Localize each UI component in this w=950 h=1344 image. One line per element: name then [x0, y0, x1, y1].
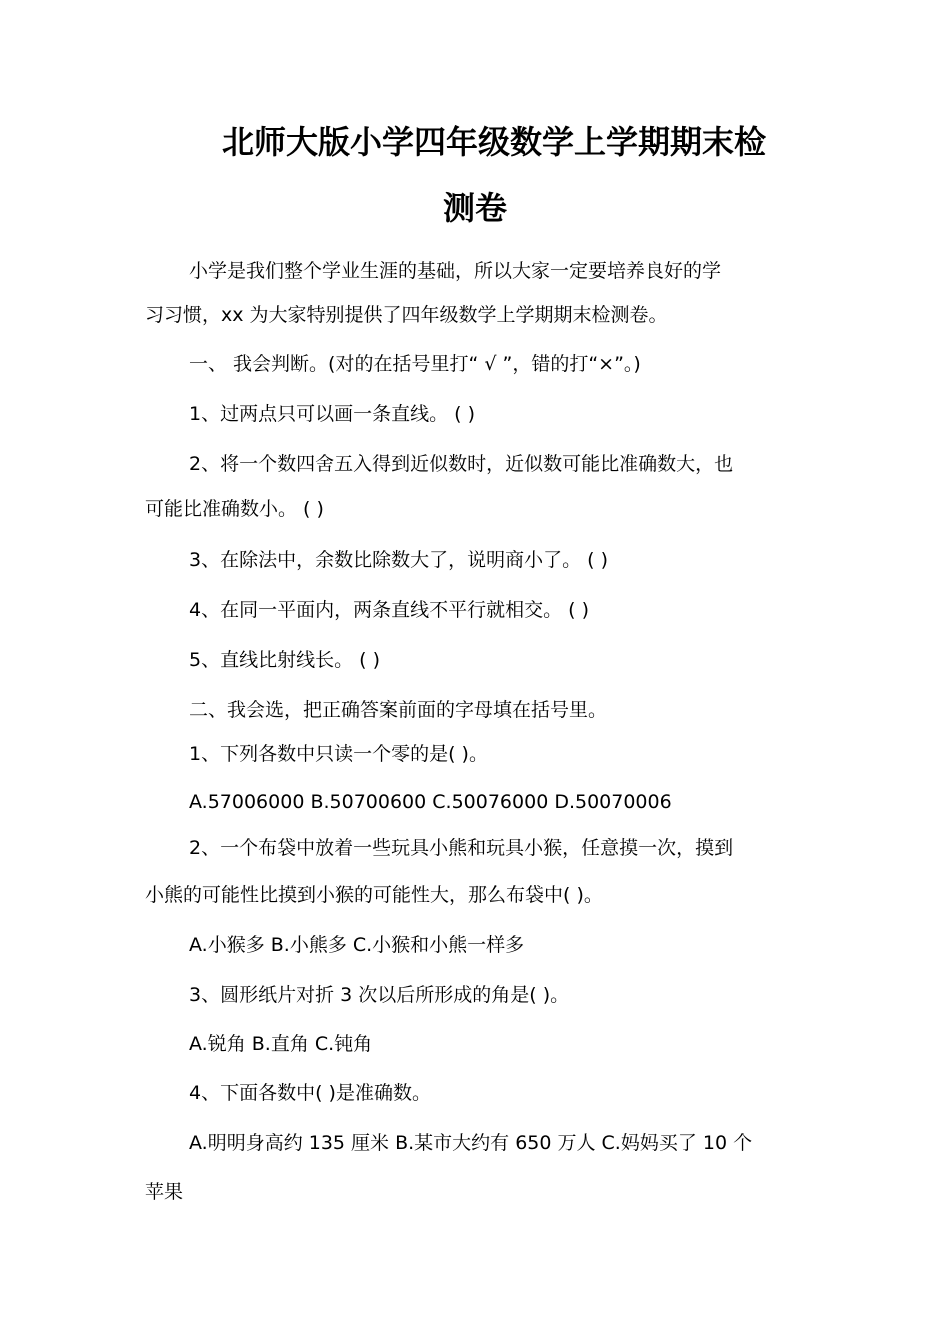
- section-heading-choose: 二、我会选，把正确答案前面的字母填在括号里。: [189, 699, 608, 721]
- judge-question-3: 3、在除法中，余数比除数大了，说明商小了。 ( ): [189, 549, 608, 571]
- intro-paragraph-line-1: 小学是我们整个学业生涯的基础，所以大家一定要培养良好的学: [189, 260, 722, 282]
- choose-question-3-options: A.锐角 B.直角 C.钝角: [189, 1033, 373, 1055]
- choose-question-4: 4、下面各数中( )是准确数。: [189, 1082, 431, 1104]
- choose-question-1-options: A.57006000 B.50700600 C.50076000 D.50070006: [189, 791, 672, 813]
- choose-question-1: 1、下列各数中只读一个零的是( )。: [189, 743, 488, 765]
- choose-question-3: 3、圆形纸片对折 3 次以后所形成的角是( )。: [189, 984, 570, 1006]
- choose-question-2-line-2: 小熊的可能性比摸到小猴的可能性大，那么布袋中( )。: [145, 884, 603, 906]
- intro-paragraph-line-2: 习习惯，xx 为大家特别提供了四年级数学上学期期末检测卷。: [145, 304, 668, 326]
- judge-question-1: 1、过两点只可以画一条直线。 ( ): [189, 403, 475, 425]
- choose-question-4-options-line-1: A.明明身高约 135 厘米 B.某市大约有 650 万人 C.妈妈买了 10 个: [189, 1132, 753, 1154]
- section-heading-judge: 一、 我会判断。(对的在括号里打“ √ ”，错的打“×”。): [189, 353, 641, 375]
- document-title-line-1: 北师大版小学四年级数学上学期期末检: [222, 123, 767, 161]
- judge-question-2-line-1: 2、将一个数四舍五入得到近似数时，近似数可能比准确数大，也: [189, 453, 734, 475]
- document-title-line-2: 测卷: [442, 189, 507, 227]
- judge-question-5: 5、直线比射线长。 ( ): [189, 649, 380, 671]
- judge-question-4: 4、在同一平面内，两条直线不平行就相交。 ( ): [189, 599, 589, 621]
- choose-question-2-line-1: 2、一个布袋中放着一些玩具小熊和玩具小猴，任意摸一次，摸到: [189, 837, 734, 859]
- choose-question-4-options-line-2: 苹果: [145, 1181, 184, 1203]
- judge-question-2-line-2: 可能比准确数小。 ( ): [145, 498, 324, 520]
- choose-question-2-options: A.小猴多 B.小熊多 C.小猴和小熊一样多: [189, 934, 525, 956]
